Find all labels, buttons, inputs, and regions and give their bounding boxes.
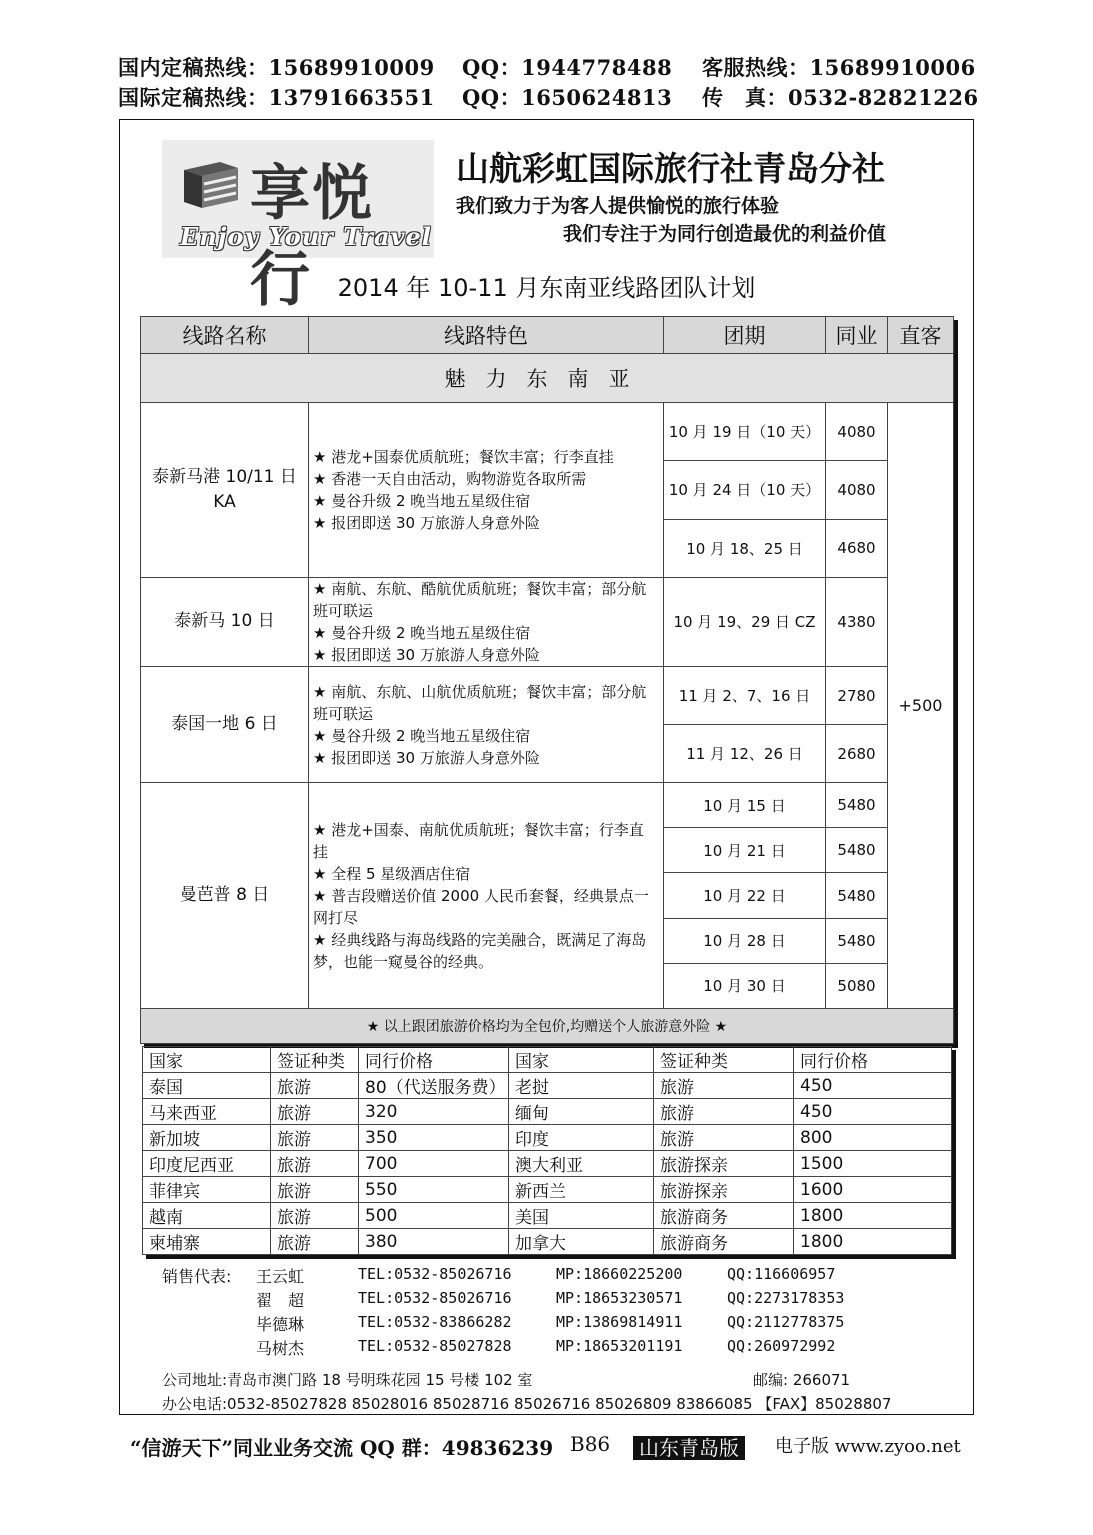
visa-cell: 1600 [794,1177,952,1203]
trade-price: 4080 [826,461,888,519]
rep-name: 毕德琳 [256,1315,305,1334]
book-icon [180,158,242,213]
logo-slogan: Enjoy Your Travel [180,222,432,251]
table-row [143,1073,952,1099]
visa-cell: 越南 [143,1203,271,1229]
rep-tel: TEL:0532-83866282 [358,1313,512,1331]
table-row [143,1177,952,1203]
visa-cell: 旅游 [271,1099,359,1125]
page-number: B86 [570,1432,611,1456]
visa-cell: 马来西亚 [143,1099,271,1125]
trade-price: 5480 [826,873,888,918]
feature-item: ★ 报团即送 30 万旅游人身意外险 [313,513,540,532]
intl-hotline-label: 国际定稿热线： [118,85,269,110]
domestic-hotline-phone: 15689910009 [268,55,435,80]
visa-header: 签证种类 [654,1047,794,1073]
visa-cell: 旅游 [271,1151,359,1177]
plan-title: 2014 年 10-11 月东南亚线路团队计划 [337,274,756,302]
feature-item: ★ 普吉段赠送价值 2000 人民币套餐，经典景点一网打尽 [313,886,649,927]
domestic-hotline [118,52,435,82]
section-row [141,354,954,403]
electronic-link[interactable]: 电子版 www.zyoo.net [775,1436,961,1457]
visa-cell: 450 [794,1099,952,1125]
route-name [141,666,309,782]
visa-cell: 380 [359,1229,509,1255]
departure-date: 10 月 22 日 [664,873,826,918]
visa-cell: 旅游 [654,1125,794,1151]
trade-price: 5480 [826,918,888,963]
rep-mobile: MP:18653230571 [556,1289,683,1307]
route-name-line: 泰新马港 10/11 日 [152,466,297,487]
departure-date: 10 月 30 日 [664,963,826,1008]
rep-qq: QQ:2273178353 [727,1289,845,1307]
rep-tel: TEL:0532-85026716 [358,1289,512,1307]
visa-cell: 旅游商务 [654,1203,794,1229]
trade-price: 4380 [826,577,888,666]
feature-item: ★ 南航、东航、山航优质航班；餐饮丰富；部分航班可联运 [313,682,647,723]
route-name-line: 曼芭普 8 日 [179,885,270,905]
rep-name: 王云虹 [256,1267,305,1286]
visa-header: 签证种类 [271,1047,359,1073]
rep-mobile: MP:18653201191 [556,1337,683,1355]
visa-cell: 旅游探亲 [654,1177,794,1203]
intl-qq-number: 1650624813 [521,85,673,110]
feature-item: ★ 全程 5 星级酒店住宿 [313,864,471,883]
visa-cell: 1800 [794,1229,952,1255]
visa-cell: 旅游 [654,1073,794,1099]
visa-cell: 新西兰 [509,1177,654,1203]
departure-date: 10 月 15 日 [664,783,826,828]
logo-brand: 享悦行 [250,159,374,315]
service-hotline [702,52,976,82]
service-hotline-phone: 15689910006 [809,55,976,80]
rep-name: 马树杰 [256,1339,305,1358]
intl-hotline-phone: 13791663551 [268,85,435,110]
intl-hotline [118,82,435,112]
rep-qq: QQ:116606957 [727,1265,836,1283]
qq-group: “信游天下”同业业务交流 QQ 群：49836239 [130,1436,554,1460]
visa-cell: 80（代送服务费） [359,1073,509,1099]
visa-cell: 柬埔寨 [143,1229,271,1255]
visa-cell: 旅游 [271,1203,359,1229]
rep-mobile: MP:18660225200 [556,1265,683,1283]
route-features [309,783,664,1009]
table-row [143,1151,952,1177]
office-phone: 办公电话:0532-85027828 85028016 85028716 85026716 85026809 83866085 【FAX】85028807 [162,1395,892,1413]
feature-item: ★ 经典线路与海岛线路的完美融合，既满足了海岛梦，也能一窥曼谷的经典。 [313,930,647,971]
fax-number: 0532-82821226 [788,85,979,110]
feature-item: ★ 曼谷升级 2 晚当地五星级住宿 [313,623,531,642]
edition-badge [633,1432,745,1461]
rep-tel: TEL:0532-85026716 [358,1265,512,1283]
table-row [143,1203,952,1229]
header-route-features: 线路特色 [309,317,664,354]
visa-cell: 1500 [794,1151,952,1177]
visa-cell: 旅游 [271,1177,359,1203]
logo [162,140,434,315]
trade-price: 5480 [826,783,888,828]
rep-tel: TEL:0532-85027828 [358,1337,512,1355]
visa-cell: 美国 [509,1203,654,1229]
visa-table [142,1046,952,1255]
departure-date: 10 月 18、25 日 [664,519,826,577]
agency-name: 山航彩虹国际旅行社青岛分社 [456,149,885,188]
visa-cell: 新加坡 [143,1125,271,1151]
table-row [141,666,954,724]
trade-price: 2680 [826,725,888,783]
domestic-qq [462,52,672,82]
agency-tagline-1: 我们致力于为客人提供愉悦的旅行体验 [456,195,780,217]
header-trade-price: 同业 [826,317,888,354]
header-direct-price: 直客 [888,317,954,354]
header-dates: 团期 [664,317,826,354]
visa-header: 国家 [143,1047,271,1073]
departure-date: 11 月 2、7、16 日 [664,666,826,724]
fax-line [702,82,979,112]
visa-cell: 旅游 [271,1229,359,1255]
agency-tagline-2: 我们专注于为同行创造最优的利益价值 [563,223,887,245]
table-row [141,403,954,461]
trade-price: 4680 [826,519,888,577]
table-row [143,1125,952,1151]
intl-qq-label: QQ： [462,85,522,110]
visa-cell: 泰国 [143,1073,271,1099]
visa-header: 同行价格 [794,1047,952,1073]
footer-note: ★ 以上跟团旅游价格均为全包价,均赠送个人旅游意外险 ★ [141,1008,954,1043]
departure-date: 10 月 28 日 [664,918,826,963]
departure-date: 11 月 12、26 日 [664,725,826,783]
sales-label: 销售代表: [162,1267,232,1286]
trade-price: 5480 [826,828,888,873]
departure-date: 10 月 19、29 日 CZ [664,577,826,666]
company-postcode: 邮编: 266071 [753,1371,851,1389]
visa-cell: 1800 [794,1203,952,1229]
feature-item: ★ 报团即送 30 万旅游人身意外险 [313,645,540,664]
departure-date: 10 月 21 日 [664,828,826,873]
trade-price: 2780 [826,666,888,724]
route-name-line: 泰国一地 6 日 [171,714,278,735]
visa-cell: 旅游商务 [654,1229,794,1255]
trade-price: 5080 [826,963,888,1008]
visa-header: 国家 [509,1047,654,1073]
rep-qq: QQ:2112778375 [727,1313,845,1331]
table-row [143,1229,952,1255]
route-name [141,783,309,1009]
feature-item: ★ 报团即送 30 万旅游人身意外险 [313,748,540,767]
departure-date: 10 月 24 日（10 天） [664,461,826,519]
footer-row [141,1008,954,1043]
route-name [141,577,309,666]
rep-qq: QQ:260972992 [727,1337,836,1355]
trade-price: 4080 [826,403,888,461]
visa-cell: 缅甸 [509,1099,654,1125]
domestic-qq-label: QQ： [462,55,522,80]
visa-cell: 菲律宾 [143,1177,271,1203]
visa-cell: 800 [794,1125,952,1151]
feature-item: ★ 香港一天自由活动，购物游览各取所需 [313,469,587,488]
visa-cell: 印度 [509,1125,654,1151]
table-row [143,1099,952,1125]
visa-cell: 印度尼西亚 [143,1151,271,1177]
route-features [309,666,664,782]
visa-header: 同行价格 [359,1047,509,1073]
routes-header-row [141,317,954,354]
visa-cell: 老挝 [509,1073,654,1099]
direct-price: +500 [888,403,954,1009]
route-name-line: 泰新马 10 日 [174,611,275,632]
route-features [309,577,664,666]
visa-cell: 旅游 [654,1099,794,1125]
table-row [141,577,954,666]
visa-cell: 550 [359,1177,509,1203]
edition-label: 山东青岛版 [633,1436,745,1460]
routes-table [140,316,954,1044]
visa-cell: 旅游 [271,1073,359,1099]
departure-date: 10 月 19 日（10 天） [664,403,826,461]
fax-label: 传 真： [702,85,788,110]
feature-item: ★ 曼谷升级 2 晚当地五星级住宿 [313,491,531,510]
visa-cell: 澳大利亚 [509,1151,654,1177]
rep-mobile: MP:13869814911 [556,1313,683,1331]
domestic-qq-number: 1944778488 [521,55,673,80]
visa-cell: 旅游探亲 [654,1151,794,1177]
domestic-hotline-label: 国内定稿热线： [118,55,269,80]
visa-cell: 加拿大 [509,1229,654,1255]
route-features [309,403,664,577]
table-row [141,783,954,828]
service-hotline-label: 客服热线： [702,55,810,80]
feature-item: ★ 港龙+国泰优质航班；餐饮丰富；行李直挂 [313,447,614,466]
visa-cell: 旅游 [271,1125,359,1151]
rep-name: 翟 超 [256,1291,305,1310]
header-route-name: 线路名称 [141,317,309,354]
route-name [141,403,309,577]
company-address: 公司地址:青岛市澳门路 18 号明珠花园 15 号楼 102 室 [162,1371,533,1389]
visa-cell: 320 [359,1099,509,1125]
intl-qq [462,82,672,112]
section-title: 魅力东南亚 [141,354,954,403]
feature-item: ★ 港龙+国泰、南航优质航班；餐饮丰富；行李直挂 [313,820,644,861]
visa-cell: 450 [794,1073,952,1099]
route-name-line: KA [213,491,236,512]
visa-cell: 350 [359,1125,509,1151]
feature-item: ★ 曼谷升级 2 晚当地五星级住宿 [313,726,531,745]
visa-cell: 500 [359,1203,509,1229]
visa-header-row [143,1047,952,1073]
feature-item: ★ 南航、东航、酷航优质航班；餐饮丰富；部分航班可联运 [313,579,647,620]
visa-cell: 700 [359,1151,509,1177]
